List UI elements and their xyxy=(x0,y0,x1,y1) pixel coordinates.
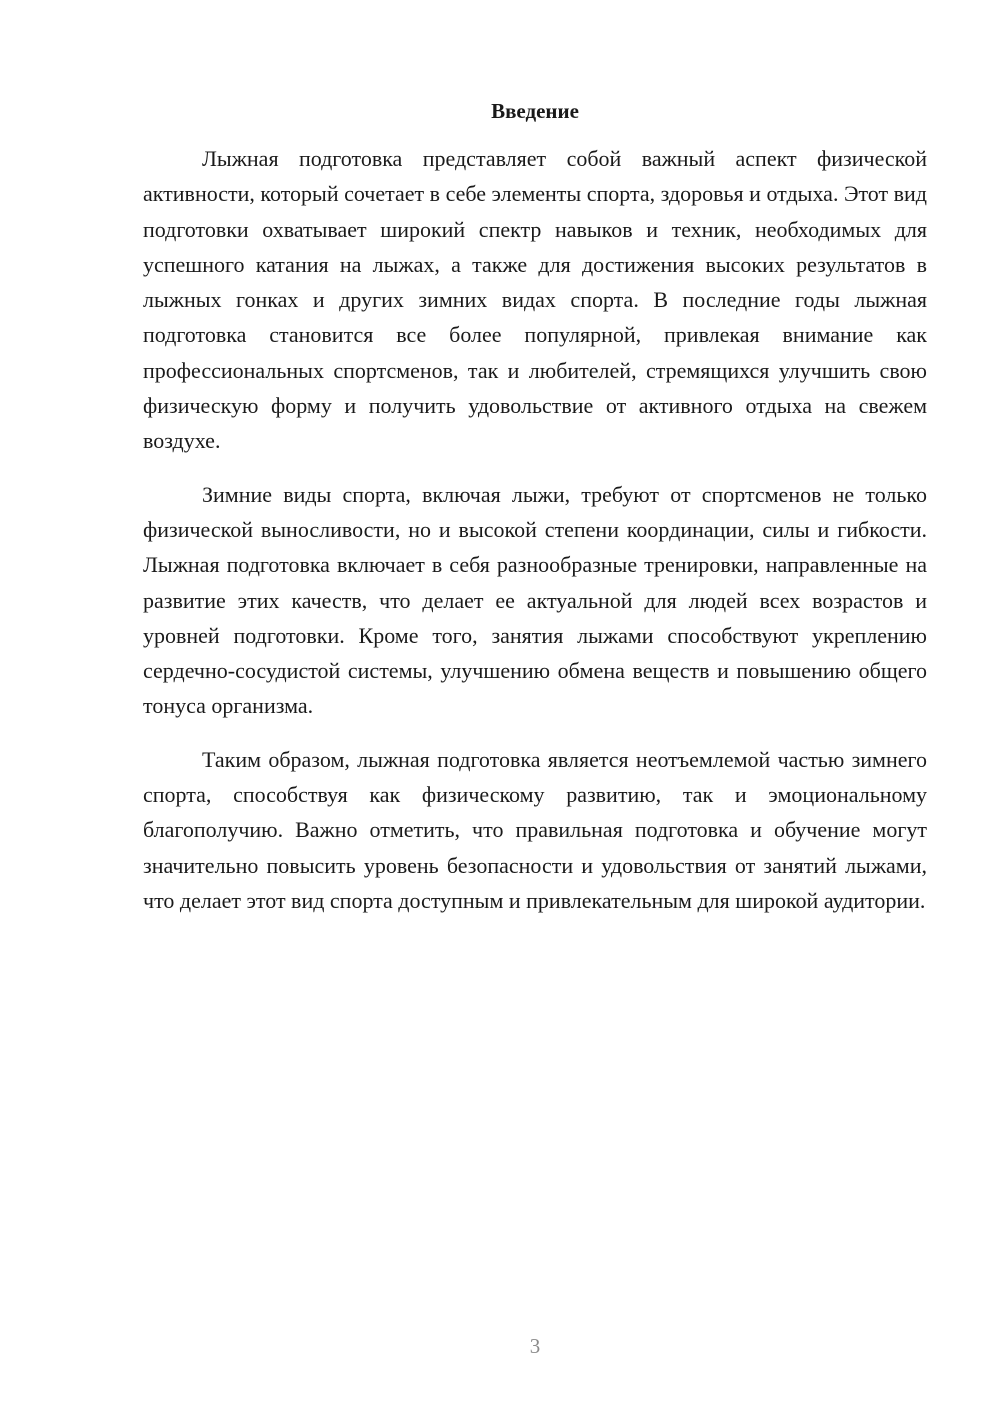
paragraph-1: Лыжная подготовка представляет собой важный аспект физической активности, который сочетает в себе элементы спорта, здоровья и отдыха. Этот вид подготовки охватывает широкий спектр навыков и техник, необходимых для успешного катания на лыжах, а также для достижения высоких результатов в лыжных гонках и других зимних видах спорта. В последние годы лыжная подготовка становится все более популярной, привлекая внимание как профессиональных спортсменов, так и любителей, стремящихся улучшить свою физическую форму и получить удовольствие от активного отдыха на свежем воздухе. xyxy=(143,146,927,454)
paragraph-3: Таким образом, лыжная подготовка является неотъемлемой частью зимнего спорта, способствуя как физическому развитию, так и эмоциональному благополучию. Важно отметить, что правильная подготовка и обучение могут значительно повысить уровень безопасности и удовольствия от занятий лыжами, что делает этот вид спорта доступным и привлекательным для широкой аудитории. xyxy=(143,746,927,913)
page-number: 3 xyxy=(529,1334,541,1358)
document-body xyxy=(143,141,927,936)
section-heading: Введение xyxy=(491,99,579,123)
paragraph-2: Зимние виды спорта, включая лыжи, требуют от спортсменов не только физической выносливости, но и высокой степени координации, силы и гибкости. Лыжная подготовка включает в себя разнообразные тренировки, направленные на развитие этих качеств, что делает ее актуальной для людей всех возрастов и уровней подготовки. Кроме того, занятия лыжами способствуют укреплению сердечно-сосудистой системы, улучшению обмена веществ и повышению общего тонуса организма. xyxy=(143,481,927,719)
